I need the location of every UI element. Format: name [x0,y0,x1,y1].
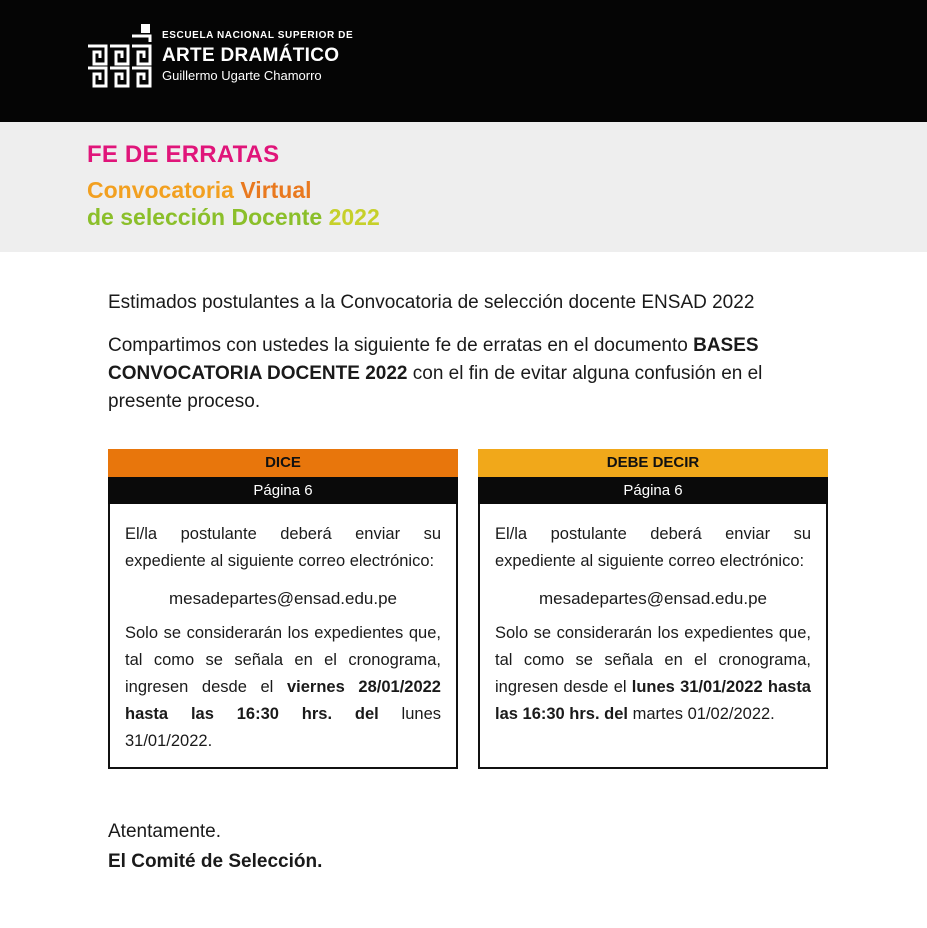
intro-p2-text: Compartimos con ustedes la siguiente fe de erratas en el documento [108,335,694,356]
dice-text-2 [125,620,441,755]
dice-email: mesadepartes@ensad.edu.pe [168,589,398,608]
page-title: FE DE ERRATAS [87,141,280,168]
debe-decir-text-1: El/la postulante deberá enviar su expediente al siguiente correo electrónico: [495,525,811,570]
subtitle-part2: Virtual [240,177,312,203]
intro-text [108,289,833,416]
logo-main-name: ARTE DRAMÁTICO [162,45,340,66]
debe-decir-body [478,504,828,769]
subtitle-part1: Convocatoria [87,177,241,203]
debe-decir-text-2-bold: lunes 31/01/2022 hasta las 16:30 hrs. del [495,678,811,723]
dice-text-2b: lunes 31/01/2022. [125,705,442,750]
debe-decir-text-2b: martes 01/02/2022. [628,705,775,723]
intro-paragraph-1: Estimados postulantes a la Convocatoria de selección docente ENSAD 2022 [108,292,755,313]
intro-p2-bold: BASES CONVOCATORIA DOCENTE 2022 [108,335,759,384]
debe-decir-email: mesadepartes@ensad.edu.pe [538,589,768,608]
header-bar [0,0,927,122]
closing [108,817,322,877]
intro-p2-text-end: con el fin de evitar alguna confusión en el presente proceso. [108,363,763,412]
dice-header: DICE [108,449,458,477]
debe-decir-column [478,449,828,769]
dice-text-2a: Solo se considerarán los expedientes que, tal como se señala en el cronograma, ingresen desde el [125,624,441,696]
debe-decir-text-2 [495,620,811,728]
subtitle-part3: de selección Docente [87,204,329,230]
dice-body [108,504,458,769]
debe-decir-page-label: Página 6 [478,477,828,504]
closing-signature: El Comité de Selección. [108,851,323,872]
page-subtitle [87,177,380,231]
logo-person-name: Guillermo Ugarte Chamorro [162,68,322,83]
dice-text-1: El/la postulante deberá enviar su expediente al siguiente correo electrónico: [125,525,441,570]
closing-greeting: Atentamente. [108,821,222,842]
ensad-logo-icon [86,22,154,88]
subtitle-part4: 2022 [328,204,380,230]
logo-school-name: ESCUELA NACIONAL SUPERIOR DE [162,30,354,41]
debe-decir-header: DEBE DECIR [478,449,828,477]
dice-text-2-bold: viernes 28/01/2022 hasta las 16:30 hrs. del [125,678,441,723]
debe-decir-text-2a: Solo se considerarán los expedientes que, tal como se señala en el cronograma, ingresen desde el [495,624,811,696]
intro-paragraph-2 [108,332,833,416]
dice-column [108,449,458,769]
logo-text [162,30,353,83]
dice-page-label: Página 6 [108,477,458,504]
